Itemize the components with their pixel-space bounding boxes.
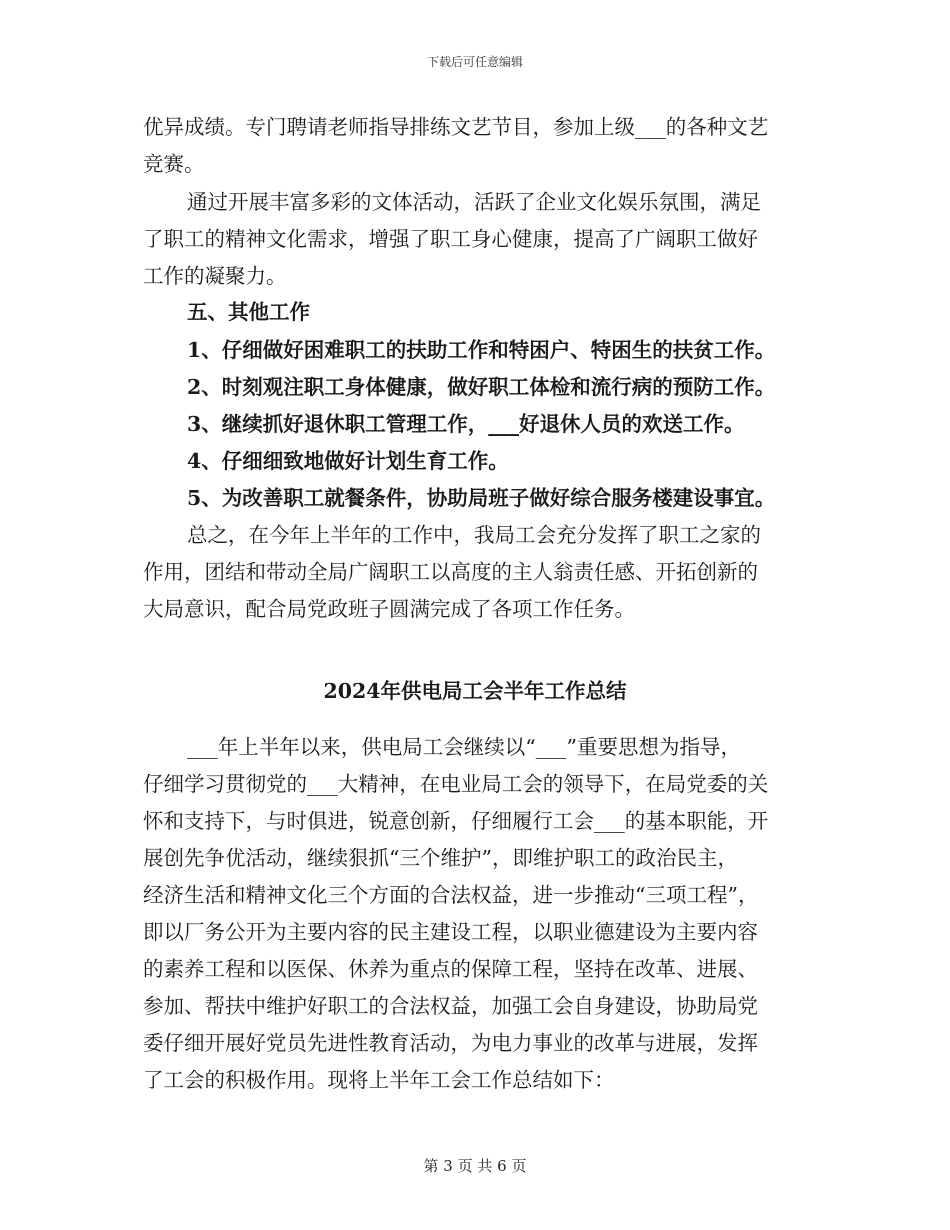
paragraph-line: 仔细学习贯彻党的___大精神，在电业局工会的领导下，在局党委的关 — [143, 772, 769, 796]
paragraph-line: 即以厂务公开为主要内容的民主建设工程，以职业德建设为主要内容 — [143, 920, 758, 944]
paragraph-line: 怀和支持下，与时俱进，锐意创新，仔细履行工会___的基本职能，开 — [143, 809, 769, 833]
paragraph-line: 竞赛。 — [143, 152, 205, 176]
paragraph-line: 经济生活和精神文化三个方面的合法权益，进一步推动“三项工程”， — [143, 883, 759, 907]
paragraph-line: 作用，团结和带动全局广阔职工以高度的主人翁责任感、开拓创新的 — [143, 560, 758, 584]
page-footer: 第 3 页 共 6 页 — [423, 1157, 527, 1175]
paragraph-line: 参加、帮扶中维护好职工的合法权益，加强工会自身建设，协助局党 — [143, 994, 758, 1018]
paragraph-line: 总之，在今年上半年的工作中，我局工会充分发挥了职工之家的 — [187, 523, 761, 547]
paragraph-line: 大局意识，配合局党政班子圆满完成了各项工作任务。 — [143, 597, 635, 621]
paragraph-line: 的素养工程和以医保、休养为重点的保障工程，坚持在改革、进展、 — [143, 957, 758, 981]
paragraph-line: 展创先争优活动，继续狠抓“三个维护”，即维护职工的政治民主， — [143, 846, 738, 870]
paragraph-line: ___年上半年以来，供电局工会继续以“___”重要思想为指导， — [187, 735, 741, 759]
paragraph-line: 了职工的精神文化需求，增强了职工身心健康，提高了广阔职工做好 — [143, 227, 758, 251]
section-heading: 五、其他工作 — [187, 300, 310, 324]
paragraph-line: 通过开展丰富多彩的文体活动，活跃了企业文化娱乐氛围，满足 — [187, 190, 761, 214]
list-item: 2、时刻观注职工身体健康，做好职工体检和流行病的预防工作。 — [187, 375, 776, 399]
list-item: 3、继续抓好退休职工管理工作，___好退休人员的欢送工作。 — [187, 412, 745, 436]
page-header: 下载后可任意编辑 — [426, 55, 523, 69]
paragraph-line: 工作的凝聚力。 — [143, 264, 287, 288]
list-item: 1、仔细做好困难职工的扶助工作和特困户、特困生的扶贫工作。 — [187, 338, 776, 362]
paragraph-line: 优异成绩。专门聘请老师指导排练文艺节目，参加上级___的各种文艺 — [143, 115, 769, 139]
paragraph-line: 了工会的积极作用。现将上半年工会工作总结如下： — [143, 1068, 615, 1092]
list-item: 4、仔细细致地做好计划生育工作。 — [187, 449, 509, 473]
document-title: 2024年供电局工会半年工作总结 — [323, 679, 627, 703]
list-item: 5、为改善职工就餐条件，协助局班子做好综合服务楼建设事宜。 — [187, 486, 776, 510]
paragraph-line: 委仔细开展好党员先进性教育活动，为电力事业的改革与进展，发挥 — [143, 1031, 758, 1055]
